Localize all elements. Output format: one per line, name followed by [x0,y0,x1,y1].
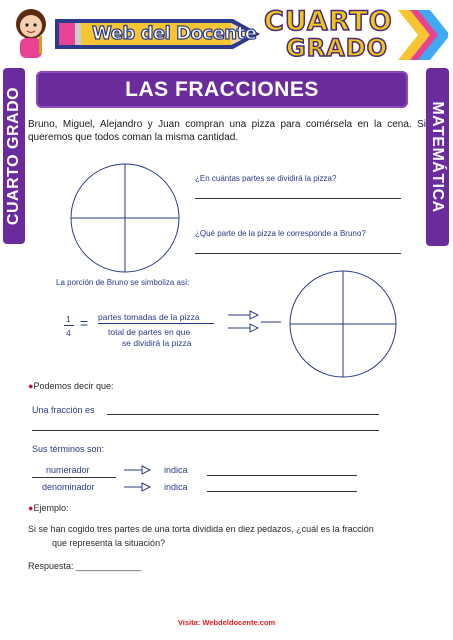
label-divider [98,323,214,324]
symbol-intro: La porción de Bruno se simboliza así: [56,278,190,287]
fraction-denominator: 4 [66,328,71,338]
fraction-bar [64,325,74,326]
site-logo-text: Web del Docente [92,23,257,44]
arrow-right-icon [124,464,154,476]
title-bar [36,71,408,108]
side-label-right [426,68,449,246]
page-title: LAS FRACCIONES [125,78,319,101]
indica-1: indica [164,465,188,475]
example-text-2: que representa la situación? [52,538,166,548]
side-label-left [3,68,25,244]
answer-line-2[interactable] [195,253,401,254]
label-total-parts-2: se dividirá la pizza [122,338,192,348]
decir-heading-text: Podemos decir que: [33,381,114,391]
bullet-icon: ● [28,503,34,513]
grade-line-1: CUARTO [264,6,393,37]
term-numerador: numerador [46,465,90,475]
term-underline-1 [32,477,116,478]
pizza-circle-symbol [285,268,401,381]
equals-sign: = [80,315,89,331]
label-total-parts-1: total de partes en que [108,327,191,337]
terms-heading: Sus términos son: [32,444,105,454]
footer-link[interactable]: Visita: Webdeldocente.com [177,618,276,627]
side-label-right-text: MATEMÁTICA [429,101,446,213]
grade-line-2: GRADO [286,34,389,62]
indica-line-2[interactable] [207,491,357,492]
example-heading-text: Ejemplo: [33,503,69,513]
question-1: ¿En cuántas partes se dividirá la pizza? [195,174,337,183]
term-denominador: denominador [42,482,95,492]
intro-paragraph: Bruno, Miguel, Alejandro y Juan compran una pizza para comérsela en la cena. Si queremos que todos coman la misma cantidad. [28,119,426,143]
indica-line-1[interactable] [207,475,357,476]
pizza-circle-divided [68,160,183,277]
label-parts-taken: partes tomadas de la pizza [98,312,200,322]
example-heading [28,503,68,513]
example-text-1: Si se han cogido tres partes de una torta dividida en diez pedazos, ¿cuál es la fracción [28,524,374,534]
fraccion-line-1[interactable] [107,414,379,415]
indica-2: indica [164,482,188,492]
question-2: ¿Qué parte de la pizza le corresponde a Bruno? [195,229,366,238]
answer-line-1[interactable] [195,198,401,199]
fraccion-line-2[interactable] [32,430,379,431]
teacher-mascot-icon [5,4,57,62]
bullet-icon: ● [28,381,34,391]
arrow-right-icon [124,481,154,493]
fraction-numerator: 1 [66,314,71,324]
decir-heading [28,381,113,391]
arrows-icon [228,310,284,334]
grade-logo [258,6,448,64]
fraccion-label: Una fracción es [32,405,95,415]
answer-label: Respuesta: _____________ [28,561,142,571]
side-label-left-text: CUARTO GRADO [5,86,22,226]
